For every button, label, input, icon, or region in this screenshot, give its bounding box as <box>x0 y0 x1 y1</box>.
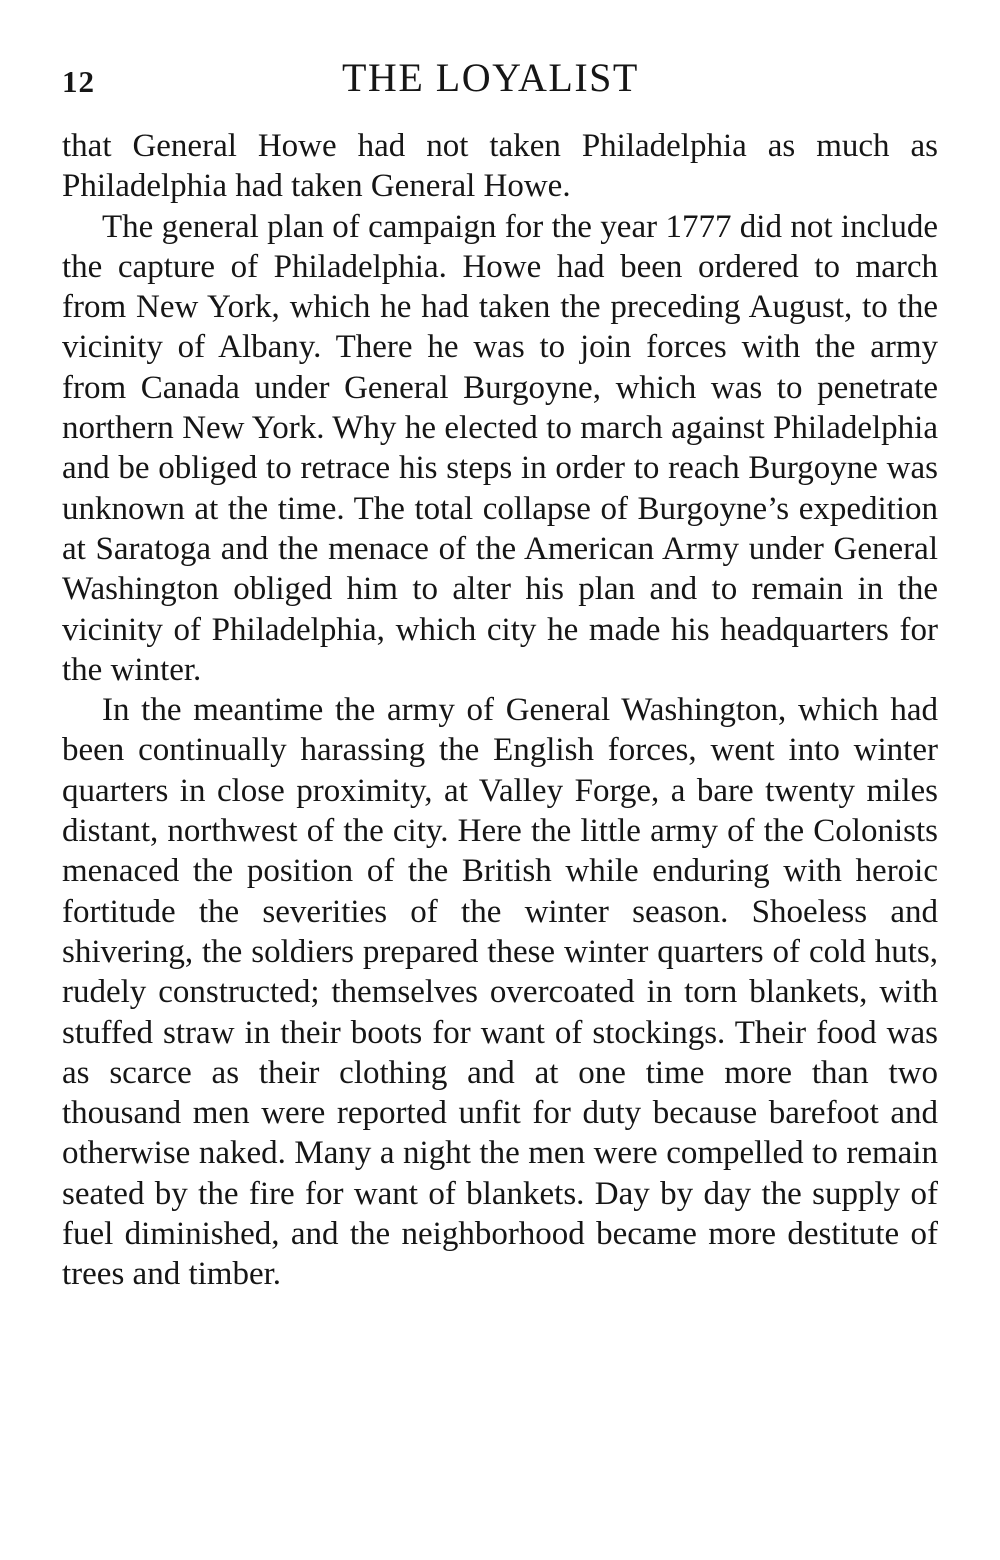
paragraph: In the meantime the army of General Washington, which had been continually harassing the English forces, went into winter quarters in close proximity, at Valley Forge, a bare twenty miles distant, northwest of the city. Here the little army of the Colonists menaced the position of the British while enduring with heroic fortitude the severities of the winter season. Shoeless and shivering, the soldiers prepared these winter quarters of cold huts, rudely constructed; themselves overcoated in torn blankets, with stuffed straw in their boots for want of stockings. Their food was as scarce as their clothing and at one time more than two thousand men were reported unfit for duty because barefoot and otherwise naked. Many a night the men were compelled to remain seated by the fire for want of blankets. Day by day the supply of fuel diminished, and the neighborhood became more destitute of trees and timber. <box>62 692 938 1293</box>
running-head <box>62 54 938 104</box>
body-text <box>62 126 938 1295</box>
page-number: 12 <box>62 64 95 99</box>
running-title: THE LOYALIST <box>342 55 639 100</box>
paragraph: The general plan of campaign for the year 1777 did not include the capture of Philadelphia. Howe had been ordered to march from New York, which he had taken the preceding August, to the vicinity of Albany. There he was to join forces with the army from Canada under General Burgoyne, which was to penetrate northern New York. Why he elected to march against Philadelphia and be obliged to retrace his steps in order to reach Burgoyne was unknown at the time. The total collapse of Burgoyne’s expedition at Saratoga and the menace of the American Army under General Washington obliged him to alter his plan and to remain in the vicinity of Philadelphia, which city he made his headquarters for the winter. <box>62 208 938 688</box>
paragraph-continued: that General Howe had not taken Philadelphia as much as Philadelphia had taken General Howe. <box>62 128 938 205</box>
